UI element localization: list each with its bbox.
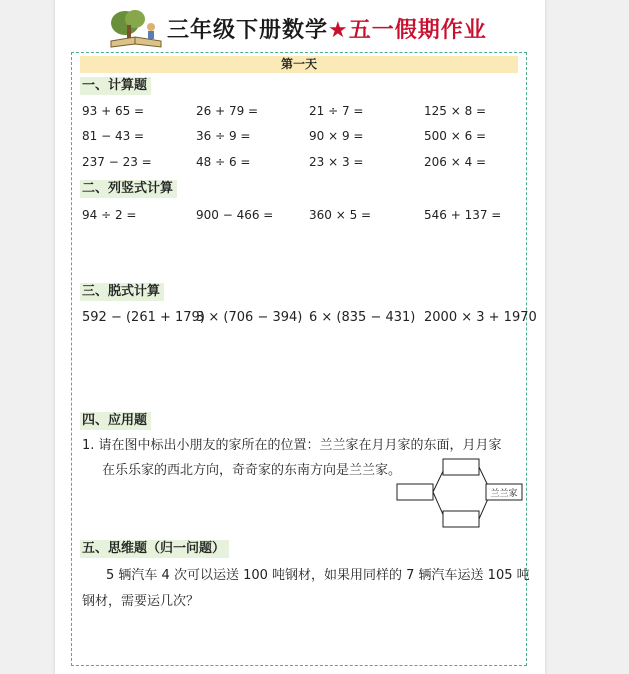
section-title-thinking: 五、思维题（归一问题）	[80, 540, 229, 558]
map-label-lanlan: 兰兰家	[490, 489, 518, 499]
map-box-south	[443, 511, 479, 527]
vertical-item: 900 − 466 =	[196, 208, 274, 222]
document-page	[55, 0, 545, 674]
think-problem-line1: 5 辆汽车 4 次可以运送 100 吨钢材，如果用同样的 7 辆汽车运送 105 吨	[106, 568, 530, 583]
step-item: 3 × (706 − 394)	[196, 310, 303, 325]
calc-item: 500 × 6 =	[424, 129, 487, 143]
calc-item: 90 × 9 =	[309, 129, 364, 143]
map-box-west	[397, 484, 433, 500]
book-tree-logo-icon	[107, 7, 165, 49]
vertical-item: 94 ÷ 2 =	[82, 208, 137, 222]
star-icon: ★	[328, 18, 349, 43]
section-title-calc: 一、计算题	[80, 77, 151, 95]
direction-map-diagram	[395, 455, 525, 530]
calc-item: 81 − 43 =	[82, 129, 145, 143]
app-problem-line2: 在乐乐家的西北方向，奇奇家的东南方向是兰兰家。	[102, 463, 402, 478]
step-item: 592 − (261 + 179)	[82, 310, 205, 325]
calc-item: 237 − 23 =	[82, 155, 152, 169]
vertical-item: 546 + 137 =	[424, 208, 502, 222]
app-problem-line1: 1. 请在图中标出小朋友的家所在的位置：兰兰家在月月家的东面，月月家	[82, 438, 502, 453]
section-title-application: 四、应用题	[80, 412, 151, 430]
calc-item: 26 + 79 =	[196, 104, 259, 118]
title-left: 三年级下册数学	[167, 18, 329, 43]
page-header	[107, 7, 547, 49]
calc-item: 23 × 3 =	[309, 155, 364, 169]
page-title	[167, 13, 487, 44]
step-item: 2000 × 3 + 1970	[424, 310, 537, 325]
section-title-vertical: 二、列竖式计算	[80, 180, 177, 198]
title-right: 五一假期作业	[348, 18, 487, 43]
step-item: 6 × (835 − 431)	[309, 310, 416, 325]
calc-item: 93 + 65 =	[82, 104, 145, 118]
section-title-step: 三、脱式计算	[80, 283, 164, 301]
vertical-item: 360 × 5 =	[309, 208, 372, 222]
calc-item: 21 ÷ 7 =	[309, 104, 364, 118]
calc-item: 48 ÷ 6 =	[196, 155, 251, 169]
calc-item: 36 ÷ 9 =	[196, 129, 251, 143]
map-box-north	[443, 459, 479, 475]
calc-item: 206 × 4 =	[424, 155, 487, 169]
calc-item: 125 × 8 =	[424, 104, 487, 118]
day-label: 第一天	[80, 56, 518, 73]
think-problem-line2: 钢材，需要运几次？	[82, 594, 200, 609]
